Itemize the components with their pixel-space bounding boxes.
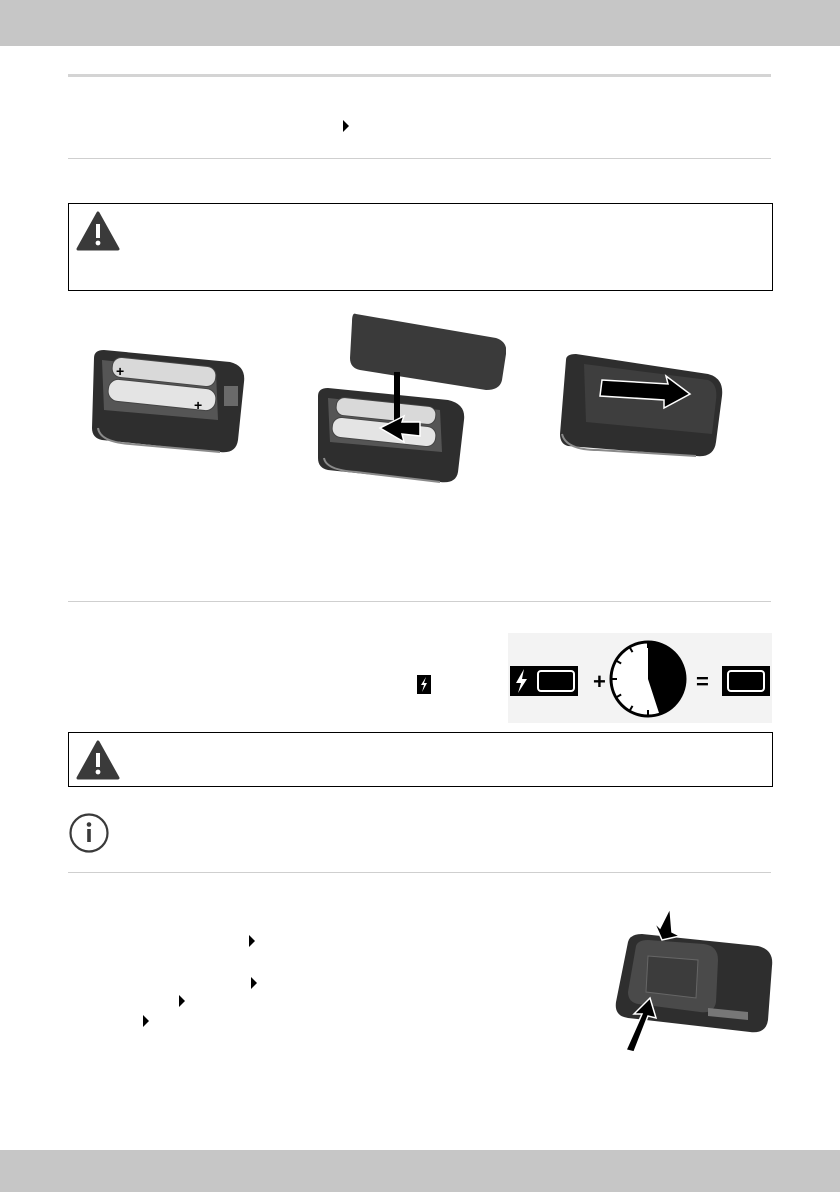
section-divider: [68, 74, 771, 77]
step-arrow-icon: [251, 977, 257, 989]
plus-sign: +: [593, 669, 606, 694]
charging-icon: [417, 675, 431, 694]
cover-place-illustration: [316, 310, 506, 486]
info-circle-icon: [68, 812, 110, 854]
equals-sign: =: [696, 669, 709, 694]
step-arrow-icon: [249, 935, 255, 947]
warning-notice: [68, 203, 773, 291]
step-arrow-icon: [143, 1015, 149, 1027]
cover-slide-illustration: [558, 354, 728, 462]
step-arrow-icon: [179, 995, 185, 1007]
header-bar: [0, 0, 840, 46]
cover-remove-illustration: [608, 906, 776, 1052]
charging-diagram-graphic: [508, 633, 772, 723]
warning-triangle-icon: [76, 211, 120, 251]
warning-notice: [68, 732, 773, 787]
step-arrow-icon: [343, 120, 349, 132]
warning-triangle-icon: [76, 740, 120, 780]
section-divider: [68, 872, 771, 873]
battery-plus-label: +: [116, 363, 125, 379]
footer-bar: [0, 1150, 840, 1192]
section-divider: [68, 601, 771, 602]
battery-insert-illustration: [90, 348, 250, 460]
battery-plus-label: +: [194, 397, 203, 413]
charging-time-diagram: [508, 633, 772, 723]
section-divider: [68, 158, 771, 159]
clock-dial-icon: [611, 642, 685, 716]
